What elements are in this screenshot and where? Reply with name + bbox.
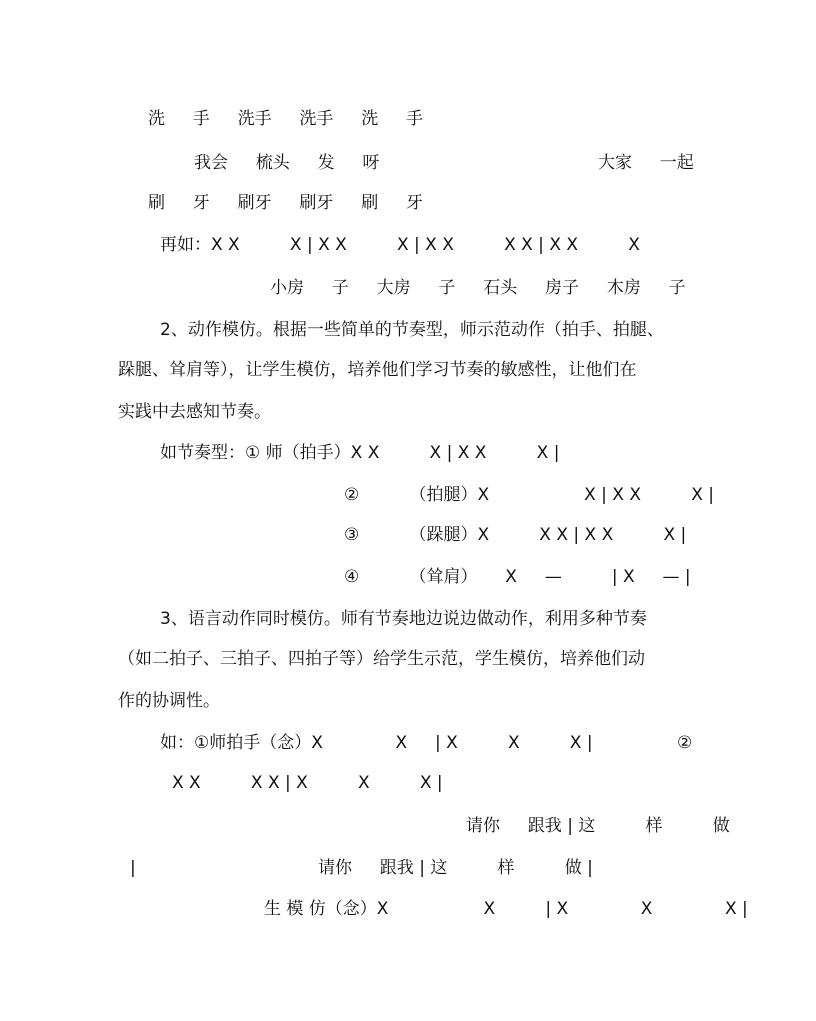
chant-line-comb-hair: 我会 梳头 发 呀: [194, 153, 380, 173]
rhythm-type-1-clap: 如节奏型：① 师（拍手）X X X | X X X |: [160, 443, 560, 463]
section-2-paragraph-line-3: 实践中去感知节奏。: [118, 402, 271, 422]
rhythm-type-4-shrug: ④ （耸肩） X — | X — |: [344, 567, 691, 587]
lyrics-follow-me-1: 请你 跟我 | 这 样 做: [466, 816, 730, 836]
student-imitate-chant: 生 模 仿（念）X X | X X X |: [264, 899, 748, 919]
example-teacher-clap-chant: 如：①师拍手（念）X X | X X X |: [160, 733, 593, 753]
rhythm-lyrics-houses: 小房 子 大房 子 石头 房子 木房 子: [270, 278, 686, 298]
chant-line-wash-hands: 洗 手 洗手 洗手 洗 手: [148, 109, 424, 129]
section-3-paragraph-line-2: （如二拍子、三拍子、四拍子等）给学生示范，学生模仿，培养他们动: [118, 649, 645, 669]
example-marker-2: ②: [677, 733, 693, 753]
section-2-paragraph-line-1: 2、动作模仿。根据一些简单的节奏型，师示范动作（拍手、拍腿、: [160, 320, 664, 340]
section-3-paragraph-line-3: 作的协调性。: [118, 691, 220, 711]
chant-line-brush-teeth: 刷 牙 刷牙 刷牙 刷 牙: [148, 193, 424, 213]
rhythm-type-3-stomp: ③ （跺腿）X X X | X X X |: [344, 525, 687, 545]
section-2-paragraph-line-2: 跺腿、耸肩等），让学生模仿，培养他们学习节奏的敏感性，让他们在: [118, 360, 637, 380]
section-3-paragraph-line-1: 3、语言动作同时模仿。师有节奏地边说边做动作，利用多种节奏: [160, 609, 647, 629]
bar-line: |: [130, 858, 136, 878]
rhythm-example-2: 再如：X X X | X X X | X X X X | X X X: [160, 235, 640, 255]
lyrics-follow-me-2: 请你 跟我 | 这 样 做 |: [318, 858, 593, 878]
example-rhythm-line-2: X X X X | X X X |: [172, 773, 443, 793]
rhythm-type-2-pat-legs: ② （拍腿）X X | X X X |: [344, 485, 714, 505]
chant-line-together: 大家 一起: [598, 153, 694, 173]
